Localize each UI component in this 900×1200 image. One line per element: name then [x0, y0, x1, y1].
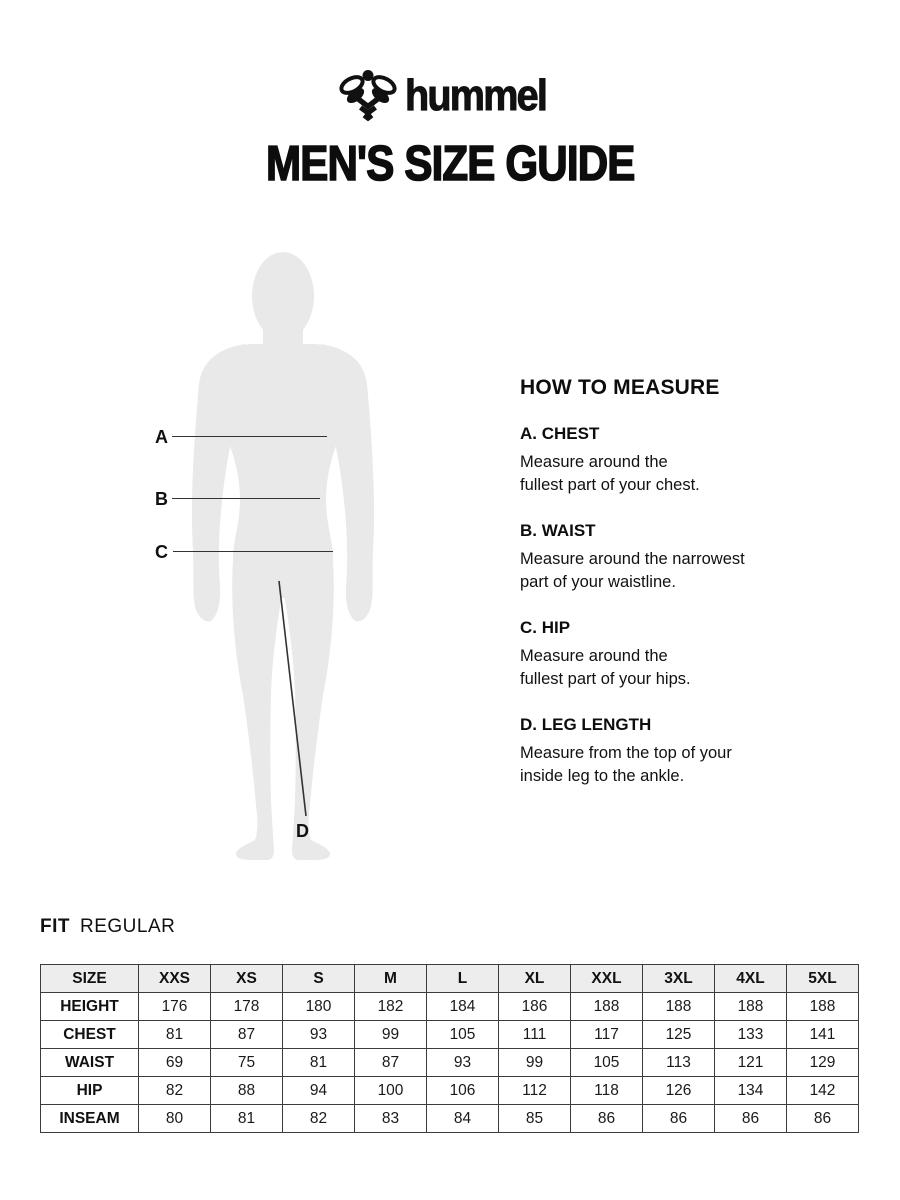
measure-item-text: part of your waistline.	[520, 573, 676, 591]
cell: 81	[211, 1105, 283, 1133]
measure-item-title: B. WAIST	[520, 521, 596, 540]
measure-item-text: Measure from the top of your	[520, 744, 732, 762]
hip-measure-line	[173, 551, 333, 552]
row-label: HIP	[41, 1077, 139, 1105]
measure-item-hip	[520, 618, 805, 691]
cell: 81	[283, 1049, 355, 1077]
cell: 99	[355, 1021, 427, 1049]
measure-item-chest	[520, 424, 805, 497]
cell: 93	[427, 1049, 499, 1077]
row-label: WAIST	[41, 1049, 139, 1077]
measure-item-text: Measure around the	[520, 453, 668, 471]
cell: 86	[715, 1105, 787, 1133]
cell: 188	[643, 993, 715, 1021]
how-to-measure-section	[520, 376, 805, 788]
cell: 86	[643, 1105, 715, 1133]
col-header-4xl: 4XL	[715, 965, 787, 993]
cell: 86	[571, 1105, 643, 1133]
col-header-m: M	[355, 965, 427, 993]
cell: 125	[643, 1021, 715, 1049]
cell: 112	[499, 1077, 571, 1105]
cell: 184	[427, 993, 499, 1021]
chest-measure-line	[172, 436, 327, 437]
col-header-l: L	[427, 965, 499, 993]
measure-item-text: fullest part of your hips.	[520, 670, 691, 688]
diagram-label-chest: A	[155, 427, 168, 447]
cell: 186	[499, 993, 571, 1021]
hummel-bee-icon	[338, 68, 398, 124]
table-row-height	[41, 993, 859, 1021]
fit-row	[40, 916, 175, 938]
cell: 188	[715, 993, 787, 1021]
measure-item-waist	[520, 521, 805, 594]
cell: 100	[355, 1077, 427, 1105]
measure-item-title: A. CHEST	[520, 424, 600, 443]
table-row-waist	[41, 1049, 859, 1077]
page-title: MEN'S SIZE GUIDE	[265, 137, 635, 191]
cell: 80	[139, 1105, 211, 1133]
measure-item-title: D. LEG LENGTH	[520, 715, 652, 734]
cell: 129	[787, 1049, 859, 1077]
cell: 180	[283, 993, 355, 1021]
cell: 105	[571, 1049, 643, 1077]
row-label: INSEAM	[41, 1105, 139, 1133]
col-header-xxl: XXL	[571, 965, 643, 993]
measure-item-text: Measure around the	[520, 647, 668, 665]
cell: 121	[715, 1049, 787, 1077]
table-row-hip	[41, 1077, 859, 1105]
col-header-xxs: XXS	[139, 965, 211, 993]
cell: 178	[211, 993, 283, 1021]
measure-item-text: fullest part of your chest.	[520, 476, 700, 494]
table-row-inseam	[41, 1105, 859, 1133]
row-label: HEIGHT	[41, 993, 139, 1021]
cell: 106	[427, 1077, 499, 1105]
cell: 142	[787, 1077, 859, 1105]
waist-measure-line	[172, 498, 320, 499]
cell: 188	[787, 993, 859, 1021]
cell: 141	[787, 1021, 859, 1049]
diagram-label-waist: B	[155, 489, 168, 509]
cell: 188	[571, 993, 643, 1021]
col-header-3xl: 3XL	[643, 965, 715, 993]
cell: 93	[283, 1021, 355, 1049]
cell: 75	[211, 1049, 283, 1077]
measure-item-text: inside leg to the ankle.	[520, 767, 685, 785]
measure-item-title: C. HIP	[520, 618, 571, 637]
cell: 85	[499, 1105, 571, 1133]
col-header-xl: XL	[499, 965, 571, 993]
cell: 86	[787, 1105, 859, 1133]
cell: 126	[643, 1077, 715, 1105]
brand-logo	[0, 68, 900, 124]
cell: 113	[643, 1049, 715, 1077]
leg-length-measure-line	[270, 576, 315, 822]
how-to-measure-heading: HOW TO MEASURE	[520, 376, 720, 399]
fit-value: REGULAR	[80, 916, 176, 937]
cell: 182	[355, 993, 427, 1021]
cell: 84	[427, 1105, 499, 1133]
cell: 99	[499, 1049, 571, 1077]
cell: 111	[499, 1021, 571, 1049]
table-row-chest	[41, 1021, 859, 1049]
size-table	[40, 964, 859, 1133]
measure-item-leg-length	[520, 715, 805, 788]
cell: 82	[139, 1077, 211, 1105]
cell: 87	[355, 1049, 427, 1077]
cell: 133	[715, 1021, 787, 1049]
diagram-label-hip: C	[155, 542, 168, 562]
cell: 69	[139, 1049, 211, 1077]
cell: 88	[211, 1077, 283, 1105]
measure-item-text: Measure around the narrowest	[520, 550, 745, 568]
cell: 134	[715, 1077, 787, 1105]
col-header-s: S	[283, 965, 355, 993]
cell: 82	[283, 1105, 355, 1133]
cell: 176	[139, 993, 211, 1021]
col-header-size: SIZE	[41, 965, 139, 993]
row-label: CHEST	[41, 1021, 139, 1049]
diagram-label-leg-length: D	[296, 821, 309, 841]
col-header-5xl: 5XL	[787, 965, 859, 993]
col-header-xs: XS	[211, 965, 283, 993]
cell: 83	[355, 1105, 427, 1133]
brand-wordmark: hummel	[405, 71, 547, 120]
cell: 87	[211, 1021, 283, 1049]
fit-label: FIT	[40, 916, 70, 937]
cell: 81	[139, 1021, 211, 1049]
cell: 117	[571, 1021, 643, 1049]
cell: 118	[571, 1077, 643, 1105]
size-table-header-row	[41, 965, 859, 993]
cell: 105	[427, 1021, 499, 1049]
cell: 94	[283, 1077, 355, 1105]
